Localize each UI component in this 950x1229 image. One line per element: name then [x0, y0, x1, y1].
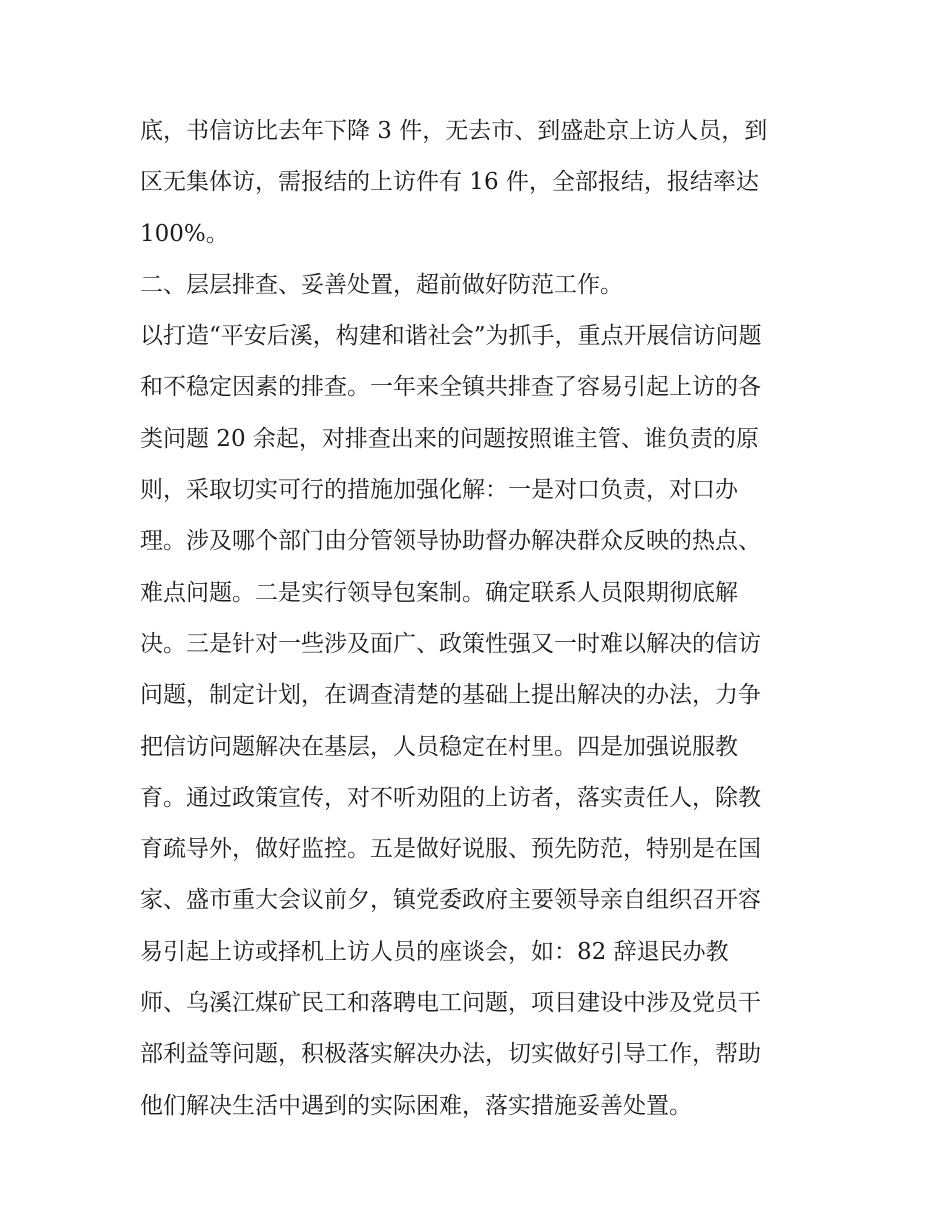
text-line: 他们解决生活中遇到的实际困难，落实措施妥善处置。	[140, 1092, 692, 1119]
text-line: 底，书信访比去年下降 3 件，无去市、到盛赴京上访人员，到	[140, 118, 768, 144]
text-line: 则，采取切实可行的措施加强化解：一是对口负责，对口办	[140, 477, 738, 504]
text-line: 理。涉及哪个部门由分管领导协助督办解决群众反映的热点、	[140, 528, 761, 555]
text-line: 和不稳定因素的排查。一年来全镇共排查了容易引起上访的各	[140, 374, 761, 401]
text-line: 100%。	[140, 220, 229, 247]
body-text	[140, 106, 820, 1132]
section-heading: 二、层层排查、妥善处置，超前做好防范工作。	[140, 271, 623, 298]
text-line: 区无集体访，需报结的上访件有 16 件，全部报结，报结率达	[140, 169, 759, 196]
text-line: 把信访问题解决在基层，人员稳定在村里。四是加强说服教	[140, 733, 738, 760]
text-line: 育。通过政策宣传，对不听劝阻的上访者，落实责任人，除教	[140, 784, 761, 811]
text-line: 易引起上访或择机上访人员的座谈会，如：82 辞退民办教	[140, 938, 729, 965]
text-line: 类问题 20 余起，对排查出来的问题按照谁主管、谁负责的原	[140, 425, 759, 452]
text-line: 家、盛市重大会议前夕，镇党委政府主要领导亲自组织召开容	[140, 887, 761, 914]
text-line: 师、乌溪江煤矿民工和落聘电工问题，项目建设中涉及党员干	[140, 990, 761, 1017]
text-line: 决。三是针对一些涉及面广、政策性强又一时难以解决的信访	[140, 630, 761, 657]
text-line: 难点问题。二是实行领导包案制。确定联系人员限期彻底解	[140, 579, 738, 606]
text-line: 问题，制定计划，在调查清楚的基础上提出解决的办法，力争	[140, 682, 761, 709]
text-line: 部利益等问题，积极落实解决办法，切实做好引导工作，帮助	[140, 1041, 761, 1068]
text-line: 以打造“平安后溪，构建和谐社会”为抓手，重点开展信访问题	[140, 323, 762, 350]
text-line: 育疏导外，做好监控。五是做好说服、预先防范，特别是在国	[140, 836, 761, 863]
